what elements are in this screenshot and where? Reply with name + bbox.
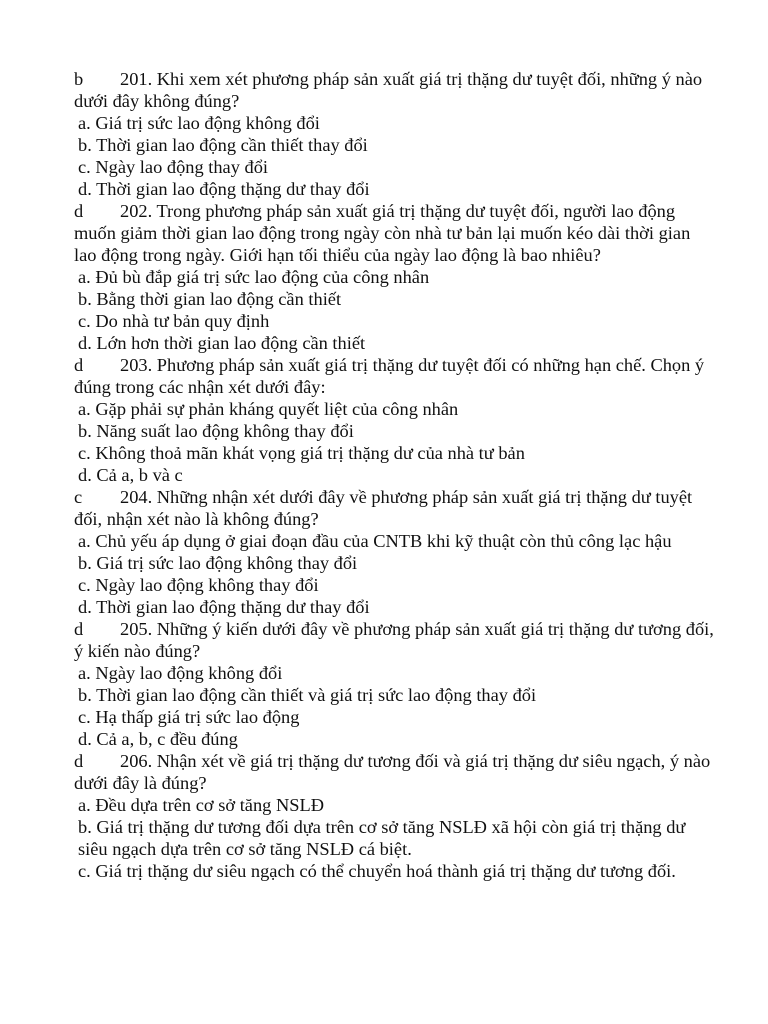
option-a — [74, 662, 714, 684]
question-205 — [74, 618, 719, 750]
option-letter: b. — [78, 135, 92, 155]
question-text: 205. Những ý kiến dưới đây về phương pháp sản xuất giá trị thặng dư tương đối, ý kiến nào đúng? — [74, 619, 719, 661]
answer-key: d — [74, 355, 84, 375]
question-stem — [74, 486, 714, 530]
option-letter: c. — [78, 861, 91, 881]
option-letter: c. — [78, 443, 91, 463]
option-a — [74, 266, 714, 288]
option-text: Ngày lao động thay đổi — [95, 157, 269, 177]
option-text: Đều dựa trên cơ sở tăng NSLĐ — [95, 795, 324, 815]
question-text: 201. Khi xem xét phương pháp sản xuất giá trị thặng dư tuyệt đối, những ý nào dưới đây không đúng? — [74, 69, 707, 111]
question-list — [74, 68, 719, 882]
option-d — [74, 596, 714, 618]
answer-key: d — [74, 751, 84, 771]
option-letter: b. — [78, 553, 92, 573]
option-text: Giá trị thặng dư tương đối dựa trên cơ sở tăng NSLĐ xã hội còn giá trị thặng dư siêu ngạch dựa trên cơ sở tăng NSLĐ cá biệt. — [78, 817, 691, 859]
option-c — [74, 156, 714, 178]
option-b — [74, 552, 714, 574]
option-d — [74, 464, 714, 486]
option-text: Cả a, b, c đều đúng — [96, 729, 238, 749]
option-text: Bằng thời gian lao động cần thiết — [96, 289, 342, 309]
option-c — [74, 860, 714, 882]
question-201 — [74, 68, 714, 200]
option-text: Năng suất lao động không thay đổi — [96, 421, 354, 441]
option-text: Ngày lao động không thay đổi — [95, 575, 319, 595]
question-text: 204. Những nhận xét dưới đây về phương pháp sản xuất giá trị thặng dư tuyệt đối, nhận xét nào là không đúng? — [74, 487, 697, 529]
option-letter: d. — [78, 597, 92, 617]
option-letter: d. — [78, 333, 92, 353]
option-letter: c. — [78, 707, 91, 727]
question-stem — [74, 750, 714, 794]
option-letter: a. — [78, 267, 91, 287]
option-letter: b. — [78, 817, 92, 837]
option-text: Lớn hơn thời gian lao động cần thiết — [96, 333, 366, 353]
option-letter: d. — [78, 179, 92, 199]
option-a — [74, 112, 714, 134]
option-text: Giá trị thặng dư siêu ngạch có thể chuyển hoá thành giá trị thặng dư tương đối. — [95, 861, 676, 881]
option-d — [74, 728, 714, 750]
option-a — [74, 794, 714, 816]
question-204 — [74, 486, 714, 618]
option-b — [74, 420, 714, 442]
option-text: Do nhà tư bản quy định — [95, 311, 270, 331]
option-text: Chủ yếu áp dụng ở giai đoạn đầu của CNTB khi kỹ thuật còn thủ công lạc hậu — [95, 531, 672, 551]
option-letter: a. — [78, 795, 91, 815]
option-letter: b. — [78, 289, 92, 309]
option-letter: c. — [78, 575, 91, 595]
question-202 — [74, 200, 714, 354]
option-text: Giá trị sức lao động không thay đổi — [96, 553, 358, 573]
option-d — [74, 332, 714, 354]
option-c — [74, 310, 714, 332]
option-b — [74, 134, 714, 156]
option-a — [74, 398, 714, 420]
option-text: Cả a, b và c — [96, 465, 183, 485]
option-letter: d. — [78, 729, 92, 749]
option-text: Đủ bù đắp giá trị sức lao động của công nhân — [95, 267, 430, 287]
question-stem — [74, 68, 714, 112]
option-letter: a. — [78, 399, 91, 419]
option-letter: c. — [78, 157, 91, 177]
answer-key: d — [74, 619, 84, 639]
option-b — [74, 816, 714, 860]
question-206 — [74, 750, 714, 882]
answer-key: c — [74, 487, 83, 507]
question-text: 203. Phương pháp sản xuất giá trị thặng dư tuyệt đối có những hạn chế. Chọn ý đúng trong các nhận xét dưới đây: — [74, 355, 709, 397]
option-text: Không thoả mãn khát vọng giá trị thặng dư của nhà tư bản — [95, 443, 525, 463]
option-letter: a. — [78, 531, 91, 551]
option-letter: b. — [78, 421, 92, 441]
option-letter: d. — [78, 465, 92, 485]
question-stem — [74, 354, 714, 398]
option-d — [74, 178, 714, 200]
option-b — [74, 288, 714, 310]
option-text: Thời gian lao động thặng dư thay đổi — [96, 597, 370, 617]
option-text: Hạ thấp giá trị sức lao động — [95, 707, 300, 727]
option-text: Ngày lao động không đổi — [95, 663, 283, 683]
option-letter: a. — [78, 113, 91, 133]
option-a — [74, 530, 714, 552]
question-text: 202. Trong phương pháp sản xuất giá trị thặng dư tuyệt đối, người lao động muốn giảm thời gian lao động trong ngày còn nhà tư bản lại muốn kéo dài thời gian lao động trong ngày. Giới hạn tối thiểu của ngày lao động là bao nhiêu? — [74, 201, 695, 265]
option-text: Thời gian lao động cần thiết và giá trị sức lao động thay đổi — [96, 685, 537, 705]
option-letter: c. — [78, 311, 91, 331]
answer-key: b — [74, 69, 84, 89]
question-stem — [74, 618, 719, 662]
option-text: Giá trị sức lao động không đổi — [95, 113, 320, 133]
option-text: Thời gian lao động cần thiết thay đổi — [96, 135, 368, 155]
option-b — [74, 684, 714, 706]
answer-key: d — [74, 201, 84, 221]
question-203 — [74, 354, 714, 486]
option-letter: b. — [78, 685, 92, 705]
option-text: Thời gian lao động thặng dư thay đổi — [96, 179, 370, 199]
option-c — [74, 442, 714, 464]
question-text: 206. Nhận xét về giá trị thặng dư tương đối và giá trị thặng dư siêu ngạch, ý nào dưới đây là đúng? — [74, 751, 715, 793]
option-c — [74, 706, 714, 728]
option-letter: a. — [78, 663, 91, 683]
option-c — [74, 574, 714, 596]
option-text: Gặp phải sự phản kháng quyết liệt của công nhân — [95, 399, 459, 419]
question-stem — [74, 200, 714, 266]
